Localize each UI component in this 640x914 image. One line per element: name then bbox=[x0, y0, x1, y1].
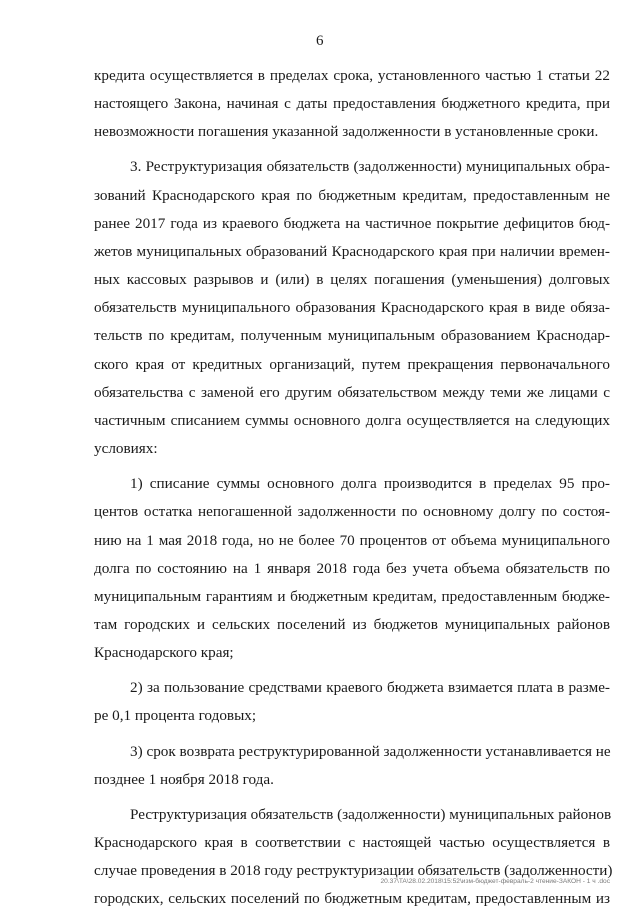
text-line: долга по состоянию на 1 января 2018 года без учета объема обязательств по bbox=[94, 559, 610, 577]
document-body bbox=[94, 62, 613, 914]
file-path-footer: 20.37\TA\28.02.2018\15:52\изм-бюджет-февраль-2 чтение-ЗАКОН - 1 ч .doc bbox=[380, 878, 610, 885]
paragraph-item-3 bbox=[94, 738, 610, 794]
page-number: 6 bbox=[316, 33, 324, 49]
text-line: обязательств муниципального образования Краснодарского края в виде обяза- bbox=[94, 299, 610, 317]
text-line: условиях: bbox=[94, 440, 158, 458]
text-line: настоящего Закона, начиная с даты предоставления бюджетного кредита, при bbox=[94, 95, 610, 113]
paragraph-continuation bbox=[94, 62, 610, 146]
text-line: Краснодарского края в соответствии с настоящей частью осуществляется в bbox=[94, 834, 610, 852]
text-line: там городских и сельских поселений из бюджетов муниципальных районов bbox=[94, 615, 610, 633]
paragraph-item-2 bbox=[94, 674, 610, 730]
text-line: центов остатка непогашенной задолженности по основному долгу по состоя- bbox=[94, 503, 610, 521]
paragraph-section-3 bbox=[94, 153, 610, 463]
text-line: позднее 1 ноября 2018 года. bbox=[94, 770, 274, 788]
text-line: 3. Реструктуризация обязательств (задолженности) муниципальных обра- bbox=[130, 158, 610, 176]
text-line: 3) срок возврата реструктурированной задолженности устанавливается не bbox=[130, 742, 611, 760]
text-line: муниципальным гарантиям и бюджетным кредитам, предоставленным бюдже- bbox=[94, 587, 610, 605]
text-line: Реструктуризация обязательств (задолженности) муниципальных районов bbox=[130, 805, 612, 823]
text-line: 1) списание суммы основного долга производится в пределах 95 про- bbox=[130, 475, 610, 493]
paragraph-item-1 bbox=[94, 470, 610, 667]
text-line: тельств по кредитам, полученным муниципальным образованием Краснодар- bbox=[94, 327, 610, 345]
text-line: обязательства с заменой его другим обязательством между теми же лицами с bbox=[94, 383, 610, 401]
text-line: городских, сельских поселений по бюджетным кредитам, предоставленным из bbox=[94, 890, 610, 908]
text-line: 2) за пользование средствами краевого бюджета взимается плата в разме- bbox=[130, 679, 610, 697]
paragraph-districts bbox=[94, 801, 613, 914]
text-line: ранее 2017 года из краевого бюджета на частичное покрытие дефицитов бюд- bbox=[94, 214, 610, 232]
text-line: жетов муниципальных образований Краснодарского края при наличии времен- bbox=[94, 242, 610, 260]
text-line: ре 0,1 процента годовых; bbox=[94, 707, 257, 725]
text-line: случае проведения в 2018 году реструктуризации обязательств (задолженности) bbox=[94, 862, 613, 880]
text-line: ского края от кредитных организаций, путем прекращения первоначального bbox=[94, 355, 610, 373]
text-line: кредита осуществляется в пределах срока, установленного частью 1 статьи 22 bbox=[94, 67, 610, 84]
text-line: частичным списанием суммы основного долга осуществляется на следующих bbox=[94, 411, 610, 429]
text-line: нию на 1 мая 2018 года, но не более 70 процентов от объема муниципального bbox=[94, 531, 610, 549]
text-line: ных кассовых разрывов и (или) в целях погашения (уменьшения) долговых bbox=[94, 271, 610, 289]
text-line: невозможности погашения указанной задолженности в установленные сроки. bbox=[94, 123, 599, 141]
text-line: зований Краснодарского края по бюджетным кредитам, предоставленным не bbox=[94, 186, 610, 204]
text-line: Краснодарского края; bbox=[94, 644, 234, 662]
